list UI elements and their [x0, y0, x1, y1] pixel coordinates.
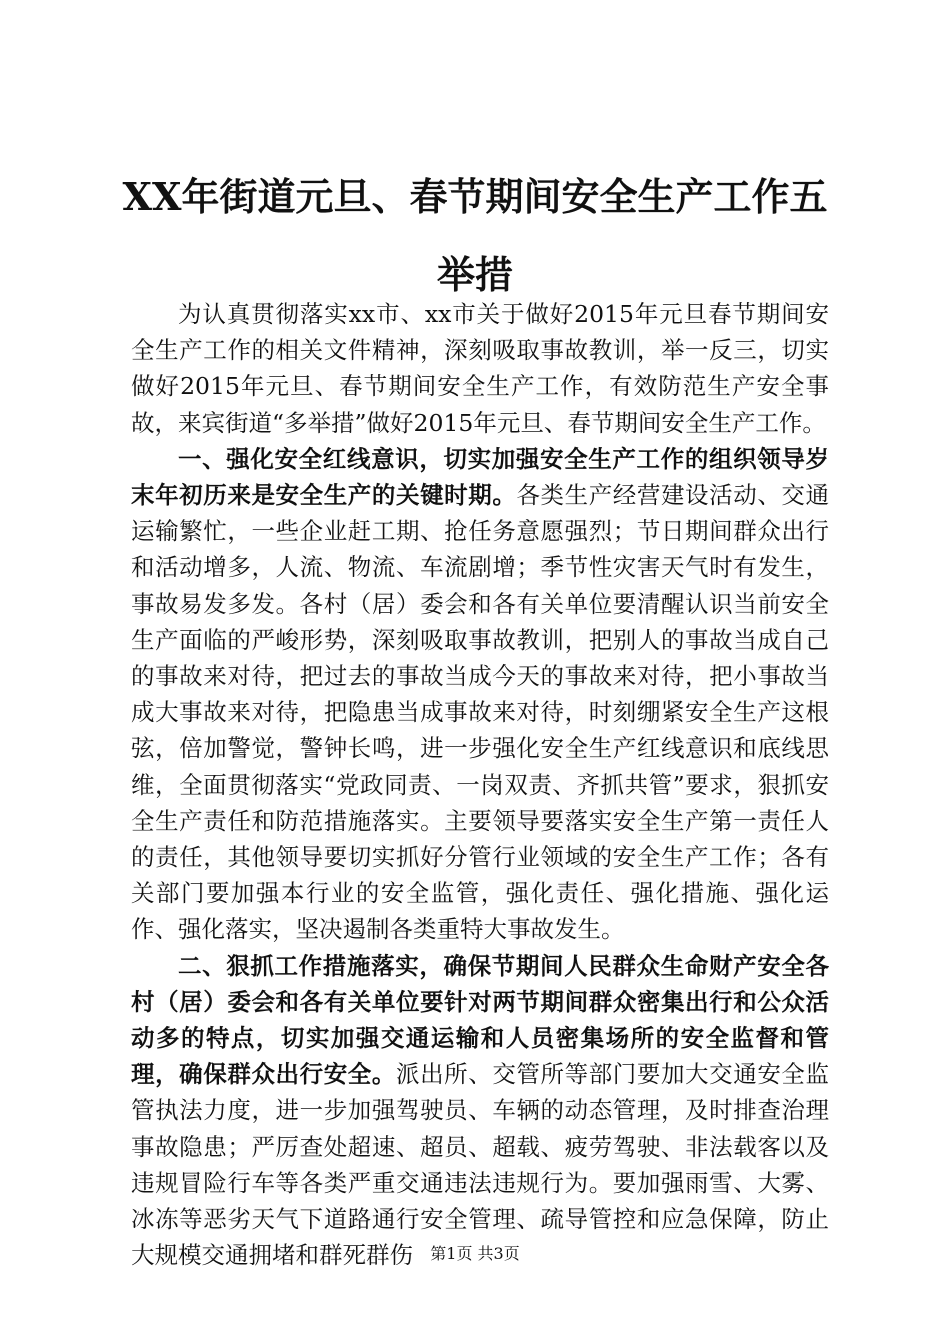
page-footer: 第1页 共3页: [430, 1244, 520, 1263]
section-1-paragraph: [131, 441, 829, 948]
section-1-heading: 一、强化安全红线意识，切实加强安全生产工作的组织领导岁末年初历来是安全生产的关键时期。: [131, 444, 829, 510]
document-body: [131, 296, 829, 1273]
section-2-body: 派出所、交管所等部门要加大交通安全监管执法力度，进一步加强驾驶员、车辆的动态管理，及时排查治理事故隐患；严厉查处超速、超员、超载、疲劳驾驶、非法载客以及违规冒险行车等各类严重交通违法违规行为。要加强雨雪、大雾、冰冻等恶劣天气下道路通行安全管理、疏导管控和应急保障，防止大规模交通拥堵和群死群伤: [131, 1060, 830, 1270]
section-1-body: 各类生产经营建设活动、交通运输繁忙，一些企业赶工期、抢任务意愿强烈；节日期间群众出行和活动增多，人流、物流、车流剧增；季节性灾害天气时有发生，事故易发多发。各村（居）委会和各有关单位要清醒认识当前安全生产面临的严峻形势，深刻吸取事故教训，把别人的事故当成自己的事故来对待，把过去的事故当成今天的事故来对待，把小事故当成大事故来对待，把隐患当成事故来对待，时刻绷紧安全生产这根弦，倍加警觉，警钟长鸣，进一步强化安全生产红线意识和底线思维，全面贯彻落实“党政同责、一岗双责、齐抓共管”要求，狠抓安全生产责任和防范措施落实。主要领导要落实安全生产第一责任人的责任，其他领导要切实抓好分管行业领域的安全生产工作；各有关部门要加强本行业的安全监管，强化责任、强化措施、强化运作、强化落实，坚决遏制各类重特大事故发生。: [131, 481, 830, 944]
section-2-paragraph: [131, 948, 829, 1274]
intro-paragraph: 为认真贯彻落实xx市、xx市关于做好2015年元旦春节期间安全生产工作的相关文件精神，深刻吸取事故教训，举一反三，切实做好2015年元旦、春节期间安全生产工作，有效防范生产安全事故，来宾街道“多举措”做好2015年元旦、春节期间安全生产工作。: [131, 300, 829, 437]
document-title: XX年街道元旦、春节期间安全生产工作五举措: [122, 174, 828, 297]
section-2-heading: 二、狠抓工作措施落实，确保节期间人民群众生命财产安全各村（居）委会和各有关单位要针对两节期间群众密集出行和公众活动多的特点，切实加强交通运输和人员密集场所的安全监督和管理，确保群众出行安全。: [131, 951, 829, 1089]
